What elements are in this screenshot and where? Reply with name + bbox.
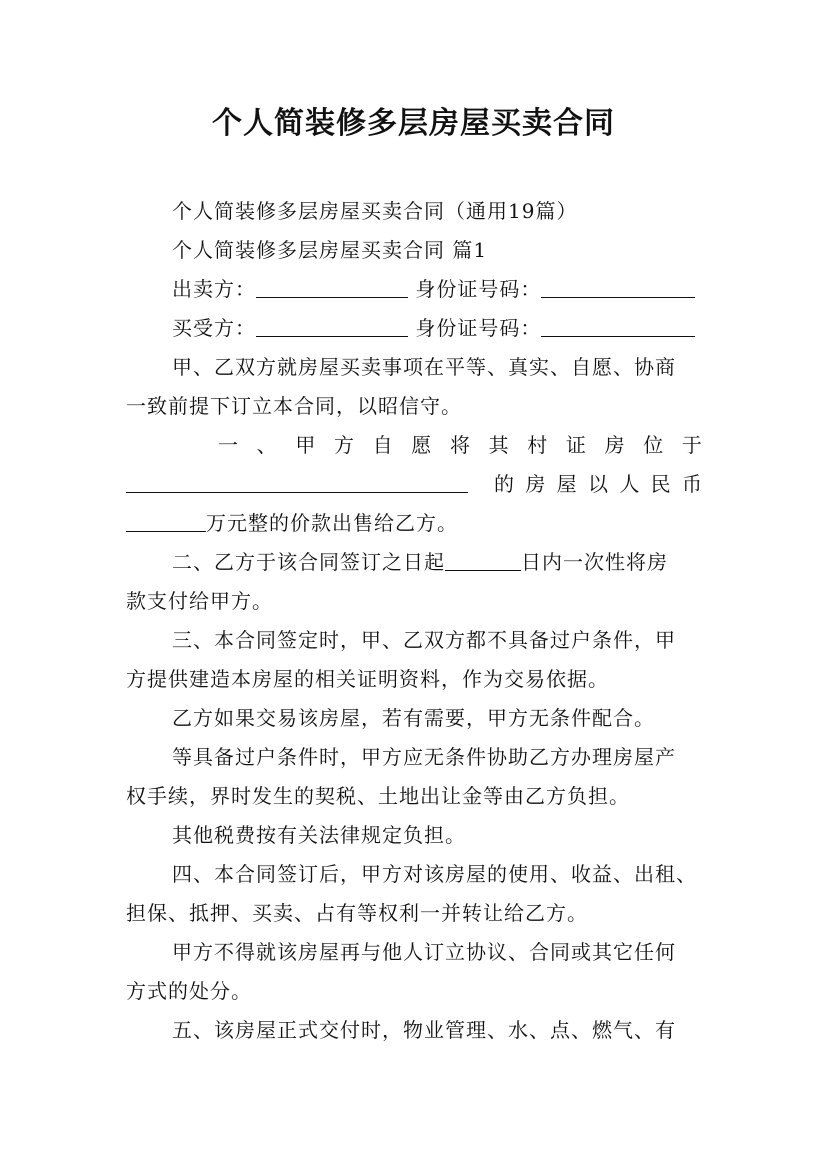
justified-char: 位 (643, 433, 664, 457)
justified-char: 自 (372, 433, 393, 457)
justified-char: 甲 (295, 433, 316, 457)
justified-char: 以 (587, 472, 608, 496)
paragraph-line: 方提供建造本房屋的相关证明资料，作为交易依据。 (126, 667, 609, 691)
justified-char: 人 (619, 472, 640, 496)
buyer-name-blank (256, 309, 408, 337)
clause-text: 二、乙方于该合同签订之日起 (172, 550, 445, 574)
document-body (126, 192, 702, 1050)
paragraph-line: 四、本合同签订后，甲方对该房屋的使用、收益、出租、 (172, 862, 697, 886)
justified-char: 屋 (556, 472, 577, 496)
justified-char: 民 (650, 472, 671, 496)
paragraph-line: 方式的处分。 (126, 979, 252, 1003)
paragraph-line: 担保、抵押、买卖、占有等权利一并转让给乙方。 (126, 901, 588, 925)
justified-char: 方 (333, 433, 354, 457)
paragraph-line: 甲、乙双方就房屋买卖事项在平等、真实、自愿、协商 (172, 355, 676, 379)
justified-char: 币 (681, 472, 702, 496)
justified-char: 村 (527, 433, 548, 457)
clause-two-line (126, 543, 702, 582)
clause-one-line (126, 504, 702, 543)
paragraph-line: 三、本合同签定时，甲、乙双方都不具备过户条件，甲 (172, 628, 676, 652)
clause-one-line (126, 426, 702, 465)
location-blank (126, 465, 468, 493)
justified-char: 、 (256, 433, 277, 457)
buyer-label: 买受方： (172, 316, 256, 340)
justified-char: 一 (218, 433, 238, 457)
paragraph-line: 权手续，界时发生的契税、土地出让金等由乙方负担。 (126, 784, 630, 808)
paragraph-line: 五、该房屋正式交付时，物业管理、水、点、燃气、有 (172, 1018, 676, 1042)
seller-name-blank (256, 270, 408, 298)
justified-char: 其 (488, 433, 509, 457)
paragraph-line: 其他税费按有关法律规定负担。 (172, 823, 466, 847)
justified-char: 于 (681, 433, 702, 457)
justified-text (468, 465, 702, 504)
price-blank (126, 504, 206, 532)
justified-char: 愿 (411, 433, 432, 457)
paragraph-line: 等具备过户条件时，甲方应无条件协助乙方办理房屋产 (172, 745, 676, 769)
clause-text: 日内一次性将房 (521, 550, 668, 574)
buyer-id-blank (541, 309, 695, 337)
buyer-id-label: 身份证号码： (415, 316, 542, 340)
justified-char: 证 (565, 433, 586, 457)
subtitle-line: 个人简装修多层房屋买卖合同（通用19篇） (172, 199, 578, 223)
section-heading: 个人简装修多层房屋买卖合同 篇1 (172, 238, 488, 262)
justified-char: 房 (604, 433, 625, 457)
seller-id-label: 身份证号码： (415, 277, 542, 301)
justified-char: 将 (449, 433, 470, 457)
clause-one-line (126, 465, 702, 504)
seller-label: 出卖方： (172, 277, 256, 301)
justified-char: 房 (525, 472, 546, 496)
justified-char: 的 (494, 472, 514, 496)
clause-text: 万元整的价款出售给乙方。 (206, 511, 458, 535)
paragraph-line: 款支付给甲方。 (126, 589, 273, 613)
paragraph-line: 甲方不得就该房屋再与他人订立协议、合同或其它任何 (172, 940, 676, 964)
buyer-line (126, 309, 702, 348)
document-title: 个人简装修多层房屋买卖合同 (212, 106, 615, 141)
seller-id-blank (541, 270, 695, 298)
paragraph-line: 乙方如果交易该房屋，若有需要，甲方无条件配合。 (172, 706, 655, 730)
days-blank (445, 543, 521, 571)
paragraph-line: 一致前提下订立本合同，以昭信守。 (126, 394, 462, 418)
seller-line (126, 270, 702, 309)
